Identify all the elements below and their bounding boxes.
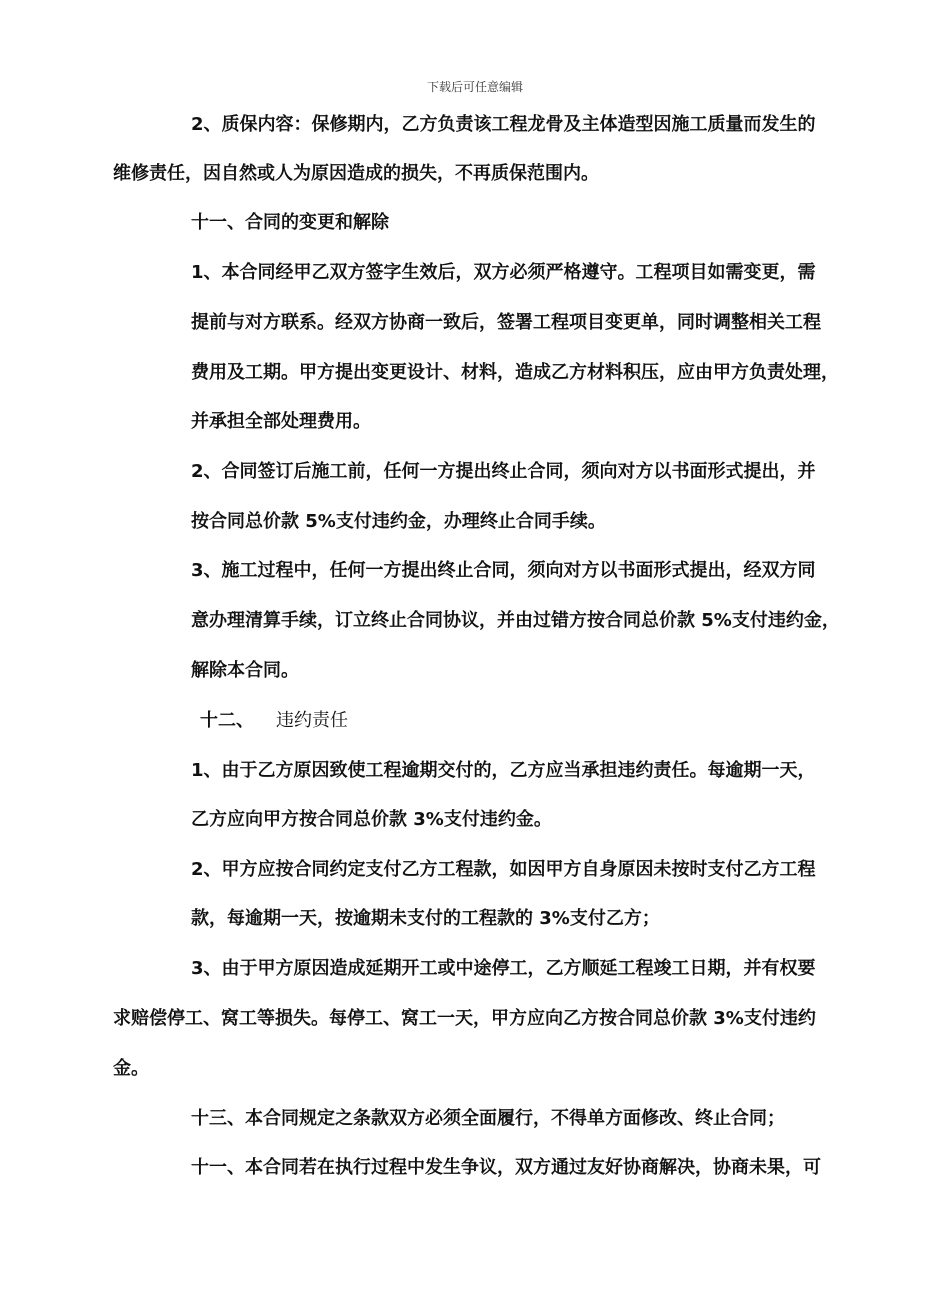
- text-line: 十三、本合同规定之条款双方必须全面履行，不得单方面修改、终止合同；: [191, 1108, 785, 1129]
- text-line: 解除本合同。: [191, 660, 299, 681]
- section-heading: 十一、合同的变更和解除: [191, 212, 389, 233]
- section-number: 十二、: [200, 710, 254, 731]
- text-line: 1、由于乙方原因致使工程逾期交付的，乙方应当承担违约责任。每逾期一天，: [191, 760, 816, 781]
- text-line: 求赔偿停工、窝工等损失。每停工、窝工一天，甲方应向乙方按合同总价款 3%支付违约: [113, 1008, 816, 1029]
- text-line: 2、质保内容：保修期内，乙方负责该工程龙骨及主体造型因施工质量而发生的: [191, 114, 816, 135]
- text-line: 1、本合同经甲乙双方签字生效后，双方必须严格遵守。工程项目如需变更，需: [191, 262, 816, 283]
- page-header: 下载后可任意编辑: [426, 80, 523, 94]
- text-line: 乙方应向甲方按合同总价款 3%支付违约金。: [191, 809, 552, 830]
- section-heading: 违约责任: [276, 710, 348, 731]
- text-line: 维修责任，因自然或人为原因造成的损失，不再质保范围内。: [113, 163, 599, 184]
- text-line: 3、由于甲方原因造成延期开工或中途停工，乙方顺延工程竣工日期，并有权要: [191, 958, 816, 979]
- text-line: 十一、本合同若在执行过程中发生争议，双方通过友好协商解决，协商未果，可: [191, 1157, 821, 1178]
- text-line: 提前与对方联系。经双方协商一致后，签署工程项目变更单，同时调整相关工程: [191, 312, 821, 333]
- text-line: 2、合同签订后施工前，任何一方提出终止合同，须向对方以书面形式提出，并: [191, 461, 816, 482]
- text-line: 并承担全部处理费用。: [191, 411, 371, 432]
- text-line: 费用及工期。甲方提出变更设计、材料，造成乙方材料积压，应由甲方负责处理，: [191, 362, 839, 383]
- text-line: 意办理清算手续，订立终止合同协议，并由过错方按合同总价款 5%支付违约金，: [191, 610, 840, 631]
- text-line: 按合同总价款 5%支付违约金，办理终止合同手续。: [191, 511, 606, 532]
- text-line: 2、甲方应按合同约定支付乙方工程款，如因甲方自身原因未按时支付乙方工程: [191, 859, 816, 880]
- text-line: 3、施工过程中，任何一方提出终止合同，须向对方以书面形式提出，经双方同: [191, 560, 816, 581]
- text-line: 款，每逾期一天，按逾期未支付的工程款的 3%支付乙方；: [191, 908, 660, 929]
- text-line: 金。: [113, 1058, 149, 1079]
